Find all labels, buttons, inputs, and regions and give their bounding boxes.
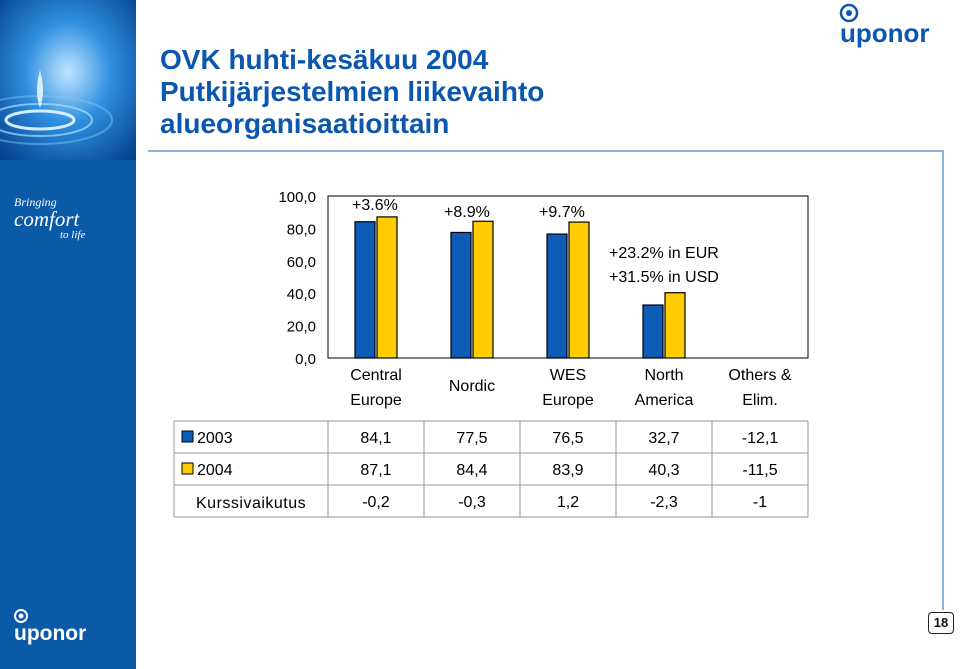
annotation: +9.7% (539, 204, 585, 221)
bar-2003 (643, 305, 663, 358)
bar-2003 (451, 232, 471, 358)
table-cell: 84,1 (360, 430, 392, 447)
row-label: Kurssivaikutus (196, 495, 307, 512)
bar-2004 (569, 222, 589, 358)
y-tick-label: 60,0 (286, 253, 316, 271)
annotation: +31.5% in USD (609, 269, 719, 286)
legend-label: 2004 (197, 462, 233, 479)
table-cell: -1 (752, 494, 768, 511)
x-category-label: North (644, 367, 684, 384)
table-cell: 84,4 (456, 462, 488, 479)
title-line-1: OVK huhti-kesäkuu 2004 (160, 44, 489, 75)
x-category-label: America (634, 392, 694, 409)
bar-2004 (377, 217, 397, 358)
y-tick-label: 80,0 (286, 221, 316, 239)
table-cell: -0,3 (458, 494, 486, 511)
tagline-line-2: comfort (14, 207, 80, 231)
bar-2004 (665, 293, 685, 358)
annotation: +8.9% (444, 204, 490, 221)
legend-swatch-2004 (182, 463, 193, 474)
table-cell: 77,5 (456, 430, 488, 447)
x-category-label: Nordic (448, 378, 496, 395)
table-cell: 76,5 (552, 430, 584, 447)
bar-2003 (355, 222, 375, 358)
y-tick-label: 20,0 (286, 318, 316, 336)
bar-2003 (547, 234, 567, 358)
page-number: 18 (928, 612, 954, 634)
header-brand-text: uponor (840, 18, 930, 48)
table-cell: -2,3 (650, 494, 678, 511)
legend-swatch-2003 (182, 431, 193, 442)
y-tick-label: 100,0 (278, 189, 316, 206)
table-cell: 40,3 (648, 462, 680, 479)
table-cell: 32,7 (648, 430, 680, 447)
x-category-label: Europe (350, 392, 402, 409)
table-cell: 87,1 (360, 462, 392, 479)
x-category-label: Others & (728, 367, 792, 384)
table-cell: 83,9 (552, 462, 584, 479)
bar-2004 (473, 221, 493, 358)
annotation: +3.6% (352, 197, 398, 214)
x-category-label: WES (549, 367, 587, 384)
x-category-label: Central (350, 367, 402, 384)
table-cell: -12,1 (741, 430, 779, 447)
y-tick-label: 0,0 (295, 351, 316, 368)
tagline-line-1: Bringing (14, 195, 57, 209)
annotation: +23.2% in EUR (609, 245, 719, 262)
x-category-label: Europe (542, 392, 594, 409)
legend-label: 2003 (197, 430, 233, 447)
title-line-3: alueorganisaatioittain (160, 108, 450, 139)
sidebar-brand-text: uponor (14, 622, 87, 645)
tagline-line-3: to life (60, 229, 86, 241)
y-tick-label: 40,0 (286, 286, 316, 304)
table-cell: -11,5 (742, 462, 778, 479)
table-cell: -0,2 (362, 494, 390, 511)
x-category-label: Elim. (742, 392, 778, 409)
table-cell: 1,2 (556, 494, 580, 511)
title-line-2: Putkijärjestelmien liikevaihto (160, 76, 545, 107)
